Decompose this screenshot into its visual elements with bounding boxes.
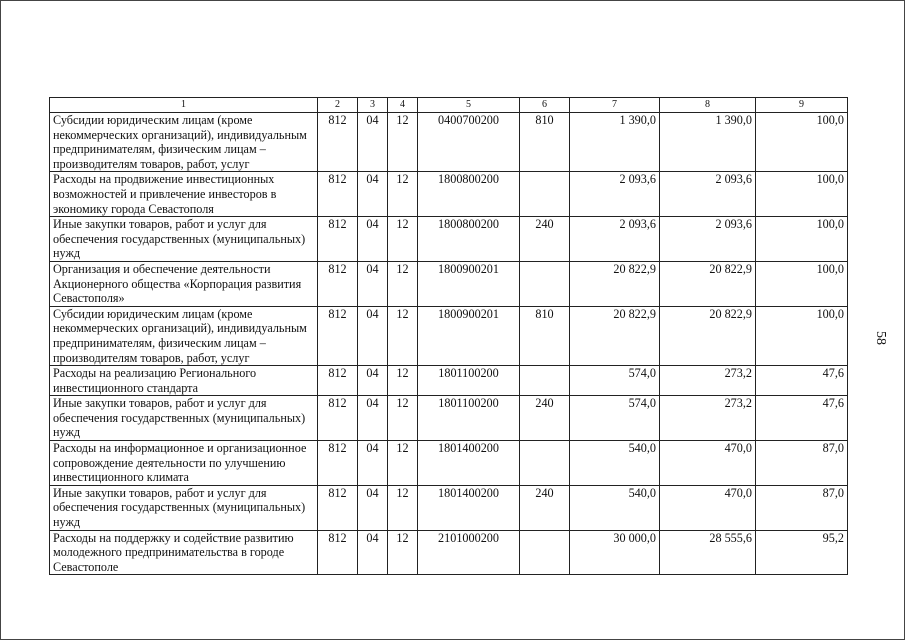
planned-amount-cell: 20 822,9 xyxy=(570,306,660,365)
planned-amount-cell: 540,0 xyxy=(570,485,660,530)
grbs-code-cell: 812 xyxy=(318,530,358,575)
target-article-cell: 2101000200 xyxy=(418,530,520,575)
section-code-cell: 04 xyxy=(358,530,388,575)
expense-type-cell: 810 xyxy=(520,306,570,365)
subsection-code-cell: 12 xyxy=(388,261,418,306)
expense-type-cell xyxy=(520,530,570,575)
column-header-5: 5 xyxy=(418,98,520,113)
executed-amount-cell: 470,0 xyxy=(660,485,756,530)
table-row xyxy=(50,217,848,262)
executed-amount-cell: 2 093,6 xyxy=(660,172,756,217)
executed-amount-cell: 20 822,9 xyxy=(660,261,756,306)
execution-percent-cell: 95,2 xyxy=(756,530,848,575)
expense-name-cell: Расходы на реализацию Регионального инвестиционного стандарта xyxy=(50,366,318,396)
target-article-cell: 1801400200 xyxy=(418,485,520,530)
expense-name-cell: Расходы на информационное и организационное сопровождение деятельности по улучшению инвестиционного климата xyxy=(50,441,318,486)
section-code-cell: 04 xyxy=(358,306,388,365)
planned-amount-cell: 2 093,6 xyxy=(570,217,660,262)
planned-amount-cell: 30 000,0 xyxy=(570,530,660,575)
table-row xyxy=(50,441,848,486)
table-row xyxy=(50,530,848,575)
table-row xyxy=(50,172,848,217)
section-code-cell: 04 xyxy=(358,261,388,306)
expense-name-cell: Иные закупки товаров, работ и услуг для обеспечения государственных (муниципальных) нужд xyxy=(50,217,318,262)
target-article-cell: 1801100200 xyxy=(418,366,520,396)
table-row xyxy=(50,366,848,396)
budget-table xyxy=(49,97,848,575)
subsection-code-cell: 12 xyxy=(388,530,418,575)
column-header-6: 6 xyxy=(520,98,570,113)
column-header-4: 4 xyxy=(388,98,418,113)
expense-type-cell: 240 xyxy=(520,485,570,530)
grbs-code-cell: 812 xyxy=(318,113,358,172)
execution-percent-cell: 47,6 xyxy=(756,366,848,396)
planned-amount-cell: 574,0 xyxy=(570,366,660,396)
table-row xyxy=(50,113,848,172)
executed-amount-cell: 28 555,6 xyxy=(660,530,756,575)
expense-name-cell: Расходы на продвижение инвестиционных возможностей и привлечение инвесторов в экономику города Севастополя xyxy=(50,172,318,217)
expense-name-cell: Расходы на поддержку и содействие развитию молодежного предпринимательства в городе Севастополе xyxy=(50,530,318,575)
expense-name-cell: Иные закупки товаров, работ и услуг для обеспечения государственных (муниципальных) нужд xyxy=(50,396,318,441)
column-header-7: 7 xyxy=(570,98,660,113)
executed-amount-cell: 20 822,9 xyxy=(660,306,756,365)
execution-percent-cell: 87,0 xyxy=(756,441,848,486)
expense-type-cell: 240 xyxy=(520,396,570,441)
planned-amount-cell: 574,0 xyxy=(570,396,660,441)
table-row xyxy=(50,261,848,306)
section-code-cell: 04 xyxy=(358,366,388,396)
target-article-cell: 0400700200 xyxy=(418,113,520,172)
execution-percent-cell: 100,0 xyxy=(756,217,848,262)
column-header-2: 2 xyxy=(318,98,358,113)
column-header-3: 3 xyxy=(358,98,388,113)
target-article-cell: 1800900201 xyxy=(418,261,520,306)
column-header-8: 8 xyxy=(660,98,756,113)
grbs-code-cell: 812 xyxy=(318,485,358,530)
target-article-cell: 1801400200 xyxy=(418,441,520,486)
expense-name-cell: Иные закупки товаров, работ и услуг для обеспечения государственных (муниципальных) нужд xyxy=(50,485,318,530)
target-article-cell: 1801100200 xyxy=(418,396,520,441)
executed-amount-cell: 273,2 xyxy=(660,396,756,441)
execution-percent-cell: 100,0 xyxy=(756,113,848,172)
grbs-code-cell: 812 xyxy=(318,366,358,396)
expense-type-cell xyxy=(520,441,570,486)
expense-type-cell xyxy=(520,366,570,396)
table-row xyxy=(50,485,848,530)
target-article-cell: 1800800200 xyxy=(418,172,520,217)
expense-type-cell: 240 xyxy=(520,217,570,262)
executed-amount-cell: 273,2 xyxy=(660,366,756,396)
table-body xyxy=(50,113,848,575)
section-code-cell: 04 xyxy=(358,217,388,262)
header-row xyxy=(50,98,848,113)
expense-name-cell: Субсидии юридическим лицам (кроме некоммерческих организаций), индивидуальным предпринимателям, физическим лицам – производителям товаров, работ, услуг xyxy=(50,306,318,365)
planned-amount-cell: 2 093,6 xyxy=(570,172,660,217)
table-row xyxy=(50,396,848,441)
subsection-code-cell: 12 xyxy=(388,396,418,441)
subsection-code-cell: 12 xyxy=(388,306,418,365)
section-code-cell: 04 xyxy=(358,172,388,217)
target-article-cell: 1800900201 xyxy=(418,306,520,365)
grbs-code-cell: 812 xyxy=(318,172,358,217)
subsection-code-cell: 12 xyxy=(388,172,418,217)
subsection-code-cell: 12 xyxy=(388,366,418,396)
grbs-code-cell: 812 xyxy=(318,306,358,365)
expense-type-cell xyxy=(520,261,570,306)
execution-percent-cell: 100,0 xyxy=(756,306,848,365)
expense-name-cell: Организация и обеспечение деятельности Акционерного общества «Корпорация развития Севастополя» xyxy=(50,261,318,306)
column-header-1: 1 xyxy=(50,98,318,113)
executed-amount-cell: 2 093,6 xyxy=(660,217,756,262)
execution-percent-cell: 100,0 xyxy=(756,261,848,306)
execution-percent-cell: 100,0 xyxy=(756,172,848,217)
planned-amount-cell: 1 390,0 xyxy=(570,113,660,172)
subsection-code-cell: 12 xyxy=(388,113,418,172)
section-code-cell: 04 xyxy=(358,485,388,530)
grbs-code-cell: 812 xyxy=(318,441,358,486)
execution-percent-cell: 47,6 xyxy=(756,396,848,441)
section-code-cell: 04 xyxy=(358,396,388,441)
target-article-cell: 1800800200 xyxy=(418,217,520,262)
section-code-cell: 04 xyxy=(358,441,388,486)
section-code-cell: 04 xyxy=(358,113,388,172)
expense-type-cell xyxy=(520,172,570,217)
grbs-code-cell: 812 xyxy=(318,261,358,306)
table-row xyxy=(50,306,848,365)
subsection-code-cell: 12 xyxy=(388,485,418,530)
expense-name-cell: Субсидии юридическим лицам (кроме некоммерческих организаций), индивидуальным предпринимателям, физическим лицам – производителям товаров, работ, услуг xyxy=(50,113,318,172)
page-number: 58 xyxy=(873,331,888,345)
subsection-code-cell: 12 xyxy=(388,217,418,262)
planned-amount-cell: 540,0 xyxy=(570,441,660,486)
column-header-9: 9 xyxy=(756,98,848,113)
planned-amount-cell: 20 822,9 xyxy=(570,261,660,306)
executed-amount-cell: 470,0 xyxy=(660,441,756,486)
executed-amount-cell: 1 390,0 xyxy=(660,113,756,172)
execution-percent-cell: 87,0 xyxy=(756,485,848,530)
grbs-code-cell: 812 xyxy=(318,396,358,441)
expense-type-cell: 810 xyxy=(520,113,570,172)
subsection-code-cell: 12 xyxy=(388,441,418,486)
grbs-code-cell: 812 xyxy=(318,217,358,262)
